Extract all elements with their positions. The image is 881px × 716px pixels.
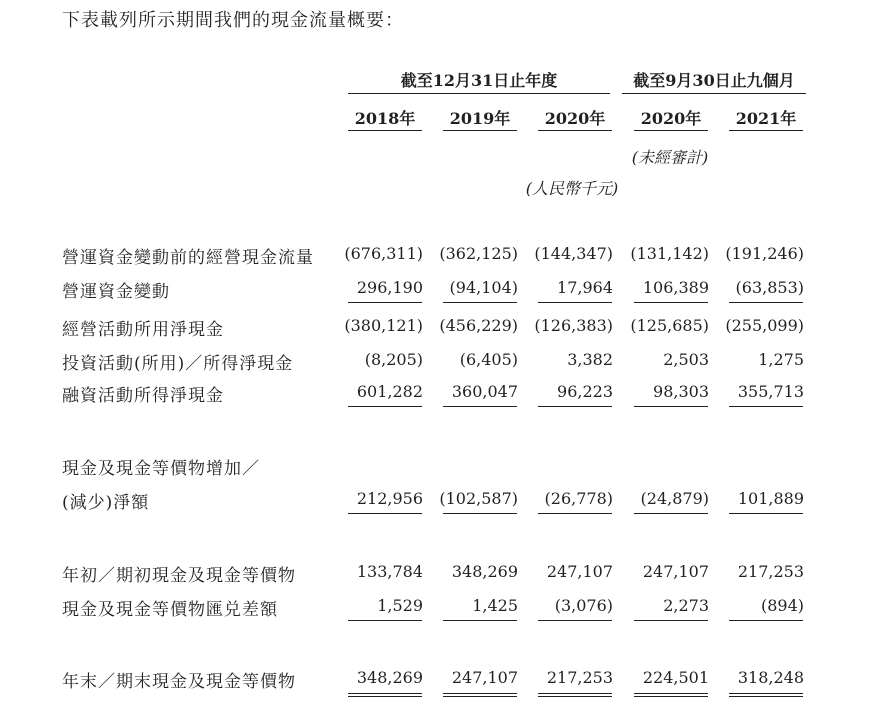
- row-label: 年末／期末現金及現金等價物: [62, 672, 296, 692]
- table-cell: 296,190: [356, 278, 423, 297]
- row-label: 現金及現金等價物增加／: [62, 459, 260, 479]
- table-cell: (6,405): [459, 350, 518, 369]
- table-cell: (26,778): [544, 489, 613, 508]
- subtotal-rule: [729, 513, 803, 514]
- table-cell: (126,383): [534, 316, 613, 335]
- unit-note: (人民幣千元): [525, 179, 619, 198]
- subtotal-rule: [538, 302, 612, 303]
- year-header: 2019年: [449, 109, 511, 128]
- table-cell: 247,107: [451, 668, 518, 687]
- year-header: 2020年: [544, 109, 606, 128]
- group-header-year-end: 截至12月31日止年度: [400, 71, 558, 90]
- total-double-rule: [348, 693, 422, 697]
- table-cell: (676,311): [344, 244, 423, 263]
- year-header: 2021年: [735, 109, 797, 128]
- table-cell: 1,275: [758, 350, 804, 369]
- table-cell: 224,501: [642, 668, 709, 687]
- subtotal-rule: [443, 513, 517, 514]
- intro-text: 下表載列所示期間我們的現金流量概要：: [62, 10, 404, 31]
- year-header-rule: [538, 130, 612, 131]
- total-double-rule: [443, 693, 517, 697]
- table-cell: 101,889: [737, 489, 804, 508]
- table-cell: 3,382: [567, 350, 613, 369]
- table-cell: 601,282: [356, 382, 423, 401]
- table-cell: 217,253: [546, 668, 613, 687]
- subtotal-rule: [348, 620, 422, 621]
- subtotal-rule: [348, 513, 422, 514]
- table-cell: 355,713: [737, 382, 804, 401]
- table-cell: 1,425: [472, 596, 518, 615]
- table-cell: (362,125): [439, 244, 518, 263]
- row-label: 現金及現金等價物匯兑差額: [62, 600, 278, 620]
- table-cell: 98,303: [653, 382, 709, 401]
- year-header-rule: [634, 130, 708, 131]
- table-cell: (456,229): [439, 316, 518, 335]
- table-cell: (894): [760, 596, 804, 615]
- table-cell: 106,389: [642, 278, 709, 297]
- year-header: 2018年: [354, 109, 416, 128]
- table-cell: 17,964: [557, 278, 613, 297]
- table-cell: (125,685): [630, 316, 709, 335]
- subtotal-rule: [729, 620, 803, 621]
- subtotal-rule: [729, 406, 803, 407]
- table-cell: 318,248: [737, 668, 804, 687]
- year-header-rule: [443, 130, 517, 131]
- table-cell: (191,246): [725, 244, 804, 263]
- row-label: 營運資金變動前的經營現金流量: [62, 248, 314, 268]
- row-label-continued: (減少)淨額: [62, 493, 150, 513]
- table-cell: 2,503: [663, 350, 709, 369]
- subtotal-rule: [443, 620, 517, 621]
- table-cell: 247,107: [642, 562, 709, 581]
- subtotal-rule: [443, 302, 517, 303]
- subtotal-rule: [538, 406, 612, 407]
- row-label: 經營活動所用淨現金: [62, 320, 224, 340]
- table-cell: 360,047: [451, 382, 518, 401]
- subtotal-rule: [634, 302, 708, 303]
- table-cell: 348,269: [451, 562, 518, 581]
- total-double-rule: [729, 693, 803, 697]
- table-cell: 2,273: [663, 596, 709, 615]
- table-cell: (8,205): [364, 350, 423, 369]
- subtotal-rule: [443, 406, 517, 407]
- year-header: 2020年: [640, 109, 702, 128]
- total-double-rule: [634, 693, 708, 697]
- subtotal-rule: [634, 620, 708, 621]
- table-cell: (380,121): [344, 316, 423, 335]
- year-header-rule: [348, 130, 422, 131]
- subtotal-rule: [634, 406, 708, 407]
- table-cell: 212,956: [356, 489, 423, 508]
- row-label: 投資活動(所用)／所得淨現金: [62, 354, 294, 374]
- group-header-nine-months: 截至9月30日止九個月: [633, 71, 795, 90]
- table-cell: (63,853): [735, 278, 804, 297]
- table-cell: 217,253: [737, 562, 804, 581]
- row-label: 營運資金變動: [62, 282, 170, 302]
- table-cell: 96,223: [557, 382, 613, 401]
- table-cell: 247,107: [546, 562, 613, 581]
- subtotal-rule: [729, 302, 803, 303]
- table-cell: (255,099): [725, 316, 804, 335]
- row-label: 年初／期初現金及現金等價物: [62, 566, 296, 586]
- row-label: 融資活動所得淨現金: [62, 386, 224, 406]
- subtotal-rule: [348, 406, 422, 407]
- subtotal-rule: [634, 513, 708, 514]
- table-cell: (144,347): [534, 244, 613, 263]
- table-cell: (102,587): [439, 489, 518, 508]
- table-cell: 348,269: [356, 668, 423, 687]
- group-header-rule: [622, 93, 806, 94]
- total-double-rule: [538, 693, 612, 697]
- table-cell: (131,142): [630, 244, 709, 263]
- subtotal-rule: [538, 620, 612, 621]
- group-header-rule: [348, 93, 610, 94]
- table-cell: (24,879): [640, 489, 709, 508]
- subtotal-rule: [348, 302, 422, 303]
- table-cell: 133,784: [356, 562, 423, 581]
- unaudited-note: (未經審計): [631, 148, 709, 167]
- table-cell: 1,529: [377, 596, 423, 615]
- table-cell: (3,076): [554, 596, 613, 615]
- subtotal-rule: [538, 513, 612, 514]
- table-cell: (94,104): [449, 278, 518, 297]
- year-header-rule: [729, 130, 803, 131]
